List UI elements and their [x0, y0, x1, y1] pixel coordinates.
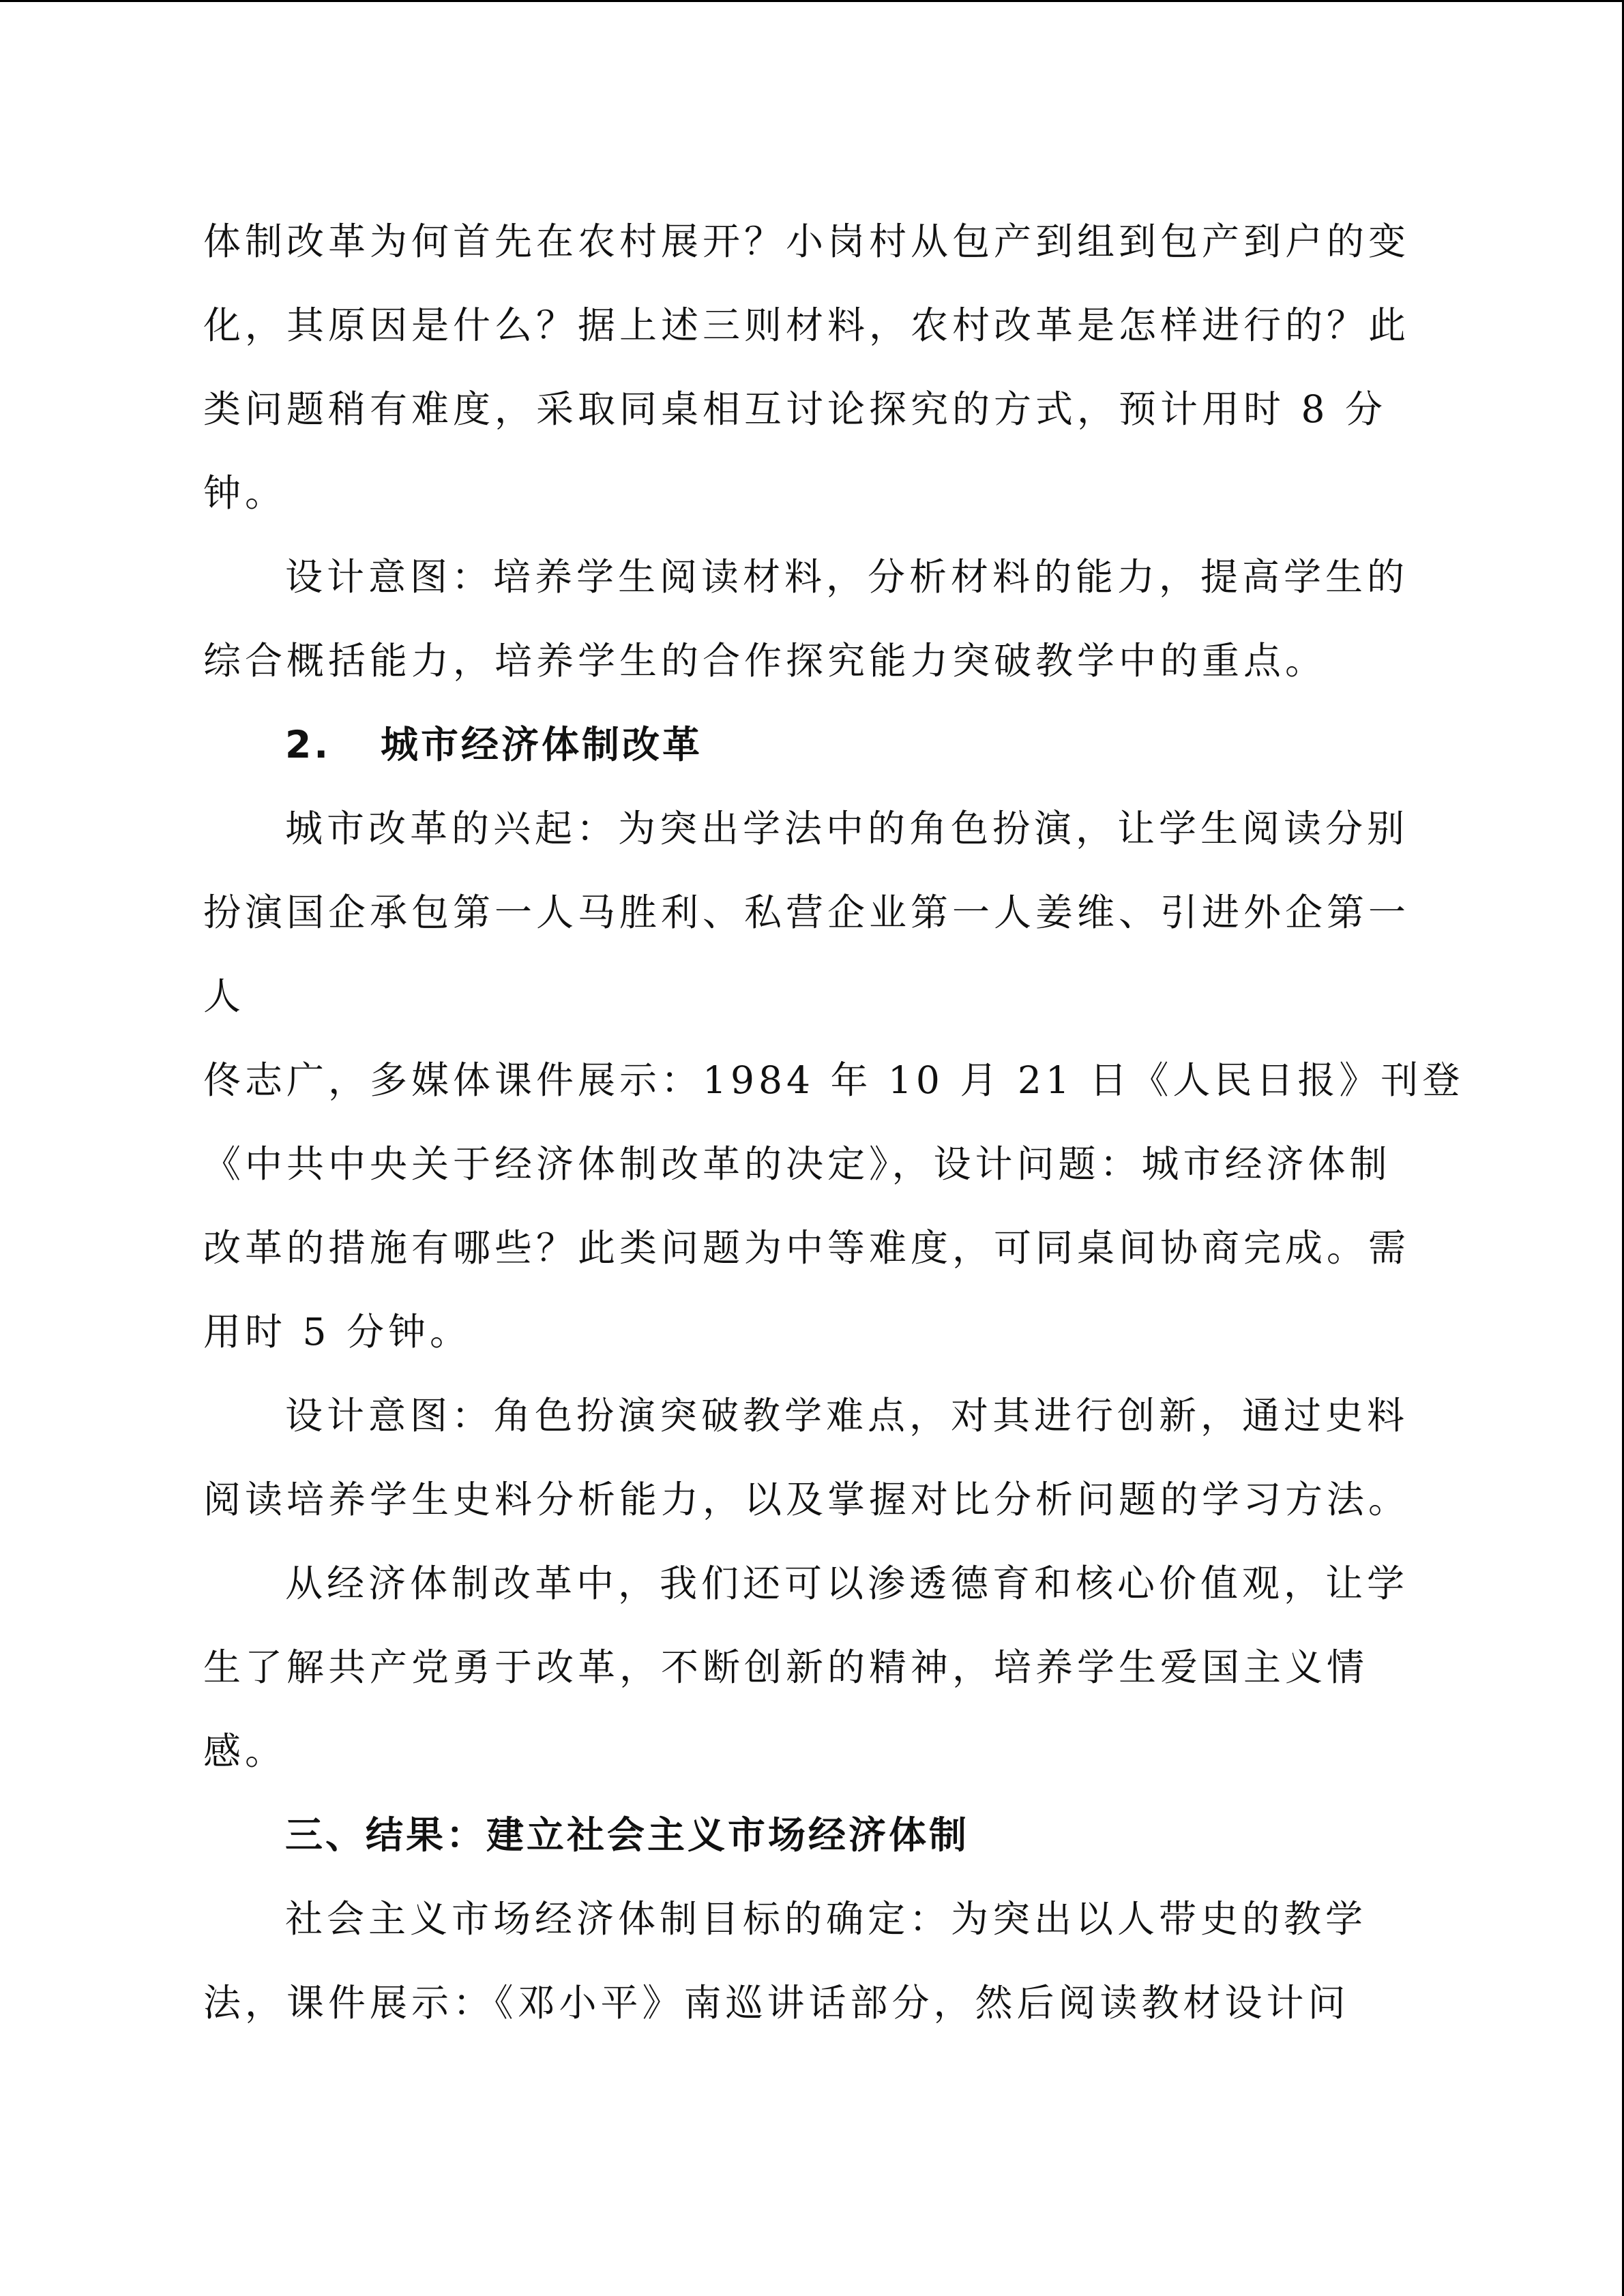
paragraph-market-economy-goal	[203, 1877, 1390, 2045]
text-line: 扮演国企承包第一人马胜利、私营企业第一人姜维、引进外企第一	[203, 891, 1411, 934]
document-body	[203, 200, 1464, 2045]
text-line: 生了解共产党勇于改革，不断创新的精神，培养学生爱国主义情	[203, 1645, 1369, 1689]
section-heading-urban-reform	[203, 703, 1390, 787]
text-line: 阅读培养学生史料分析能力，以及掌握对比分析问题的学习方法。	[203, 1478, 1411, 1521]
text-line: 《中共中央关于经济体制改革的决定》，设计问题：城市经济体制	[203, 1142, 1391, 1186]
text-line: 改革的措施有哪些？此类问题为中等难度，可同桌间协商完成。需	[203, 1226, 1411, 1270]
paragraph-rural-reform-questions	[203, 200, 1411, 535]
text-line: 社会主义市场经济体制目标的确定：为突出以人带史的教学	[285, 1897, 1368, 1941]
text-line: 人	[203, 974, 246, 1018]
text-line: 感。	[203, 1729, 287, 1773]
paragraph-design-intent-2	[203, 1374, 1411, 1542]
paragraph-design-intent-1	[203, 535, 1409, 703]
text-line: 设计意图：角色扮演突破教学难点，对其进行创新，通过史料	[285, 1394, 1409, 1437]
text-line: 用时 5 分钟。	[203, 1310, 471, 1354]
section-heading-market-economy	[203, 1793, 1390, 1877]
text-line: 城市改革的兴起：为突出学法中的角色扮演，让学生阅读分别	[285, 807, 1409, 850]
section-title: 城市经济体制改革	[381, 723, 703, 766]
text-line: 综合概括能力，培养学生的合作探究能力突破教学中的重点。	[203, 639, 1327, 683]
text-line: 体制改革为何首先在农村展开？小岗村从包产到组到包产到户的变	[203, 220, 1411, 263]
text-line: 钟。	[203, 471, 287, 515]
text-line: 设计意图：培养学生阅读材料，分析材料的能力，提高学生的	[285, 555, 1409, 599]
text-line: 法，课件展示：《邓小平》南巡讲话部分，然后阅读教材设计问	[203, 1981, 1350, 2025]
text-line: 化，其原因是什么？据上述三则材料，农村改革是怎样进行的？此	[203, 303, 1411, 347]
paragraph-moral-education	[203, 1542, 1409, 1793]
text-line: 佟志广，多媒体课件展示：1984 年 10 月 21 日《人民日报》刊登	[203, 1058, 1464, 1102]
section-title: 三、结果：建立社会主义市场经济体制	[285, 1813, 970, 1857]
text-line: 类问题稍有难度，采取同桌相互讨论探究的方式，预计用时 8 分	[203, 387, 1387, 431]
paragraph-urban-reform-rise	[203, 787, 1464, 1374]
text-line: 从经济体制改革中，我们还可以渗透德育和核心价值观，让学	[285, 1562, 1409, 1605]
section-number: 2.	[285, 723, 331, 766]
